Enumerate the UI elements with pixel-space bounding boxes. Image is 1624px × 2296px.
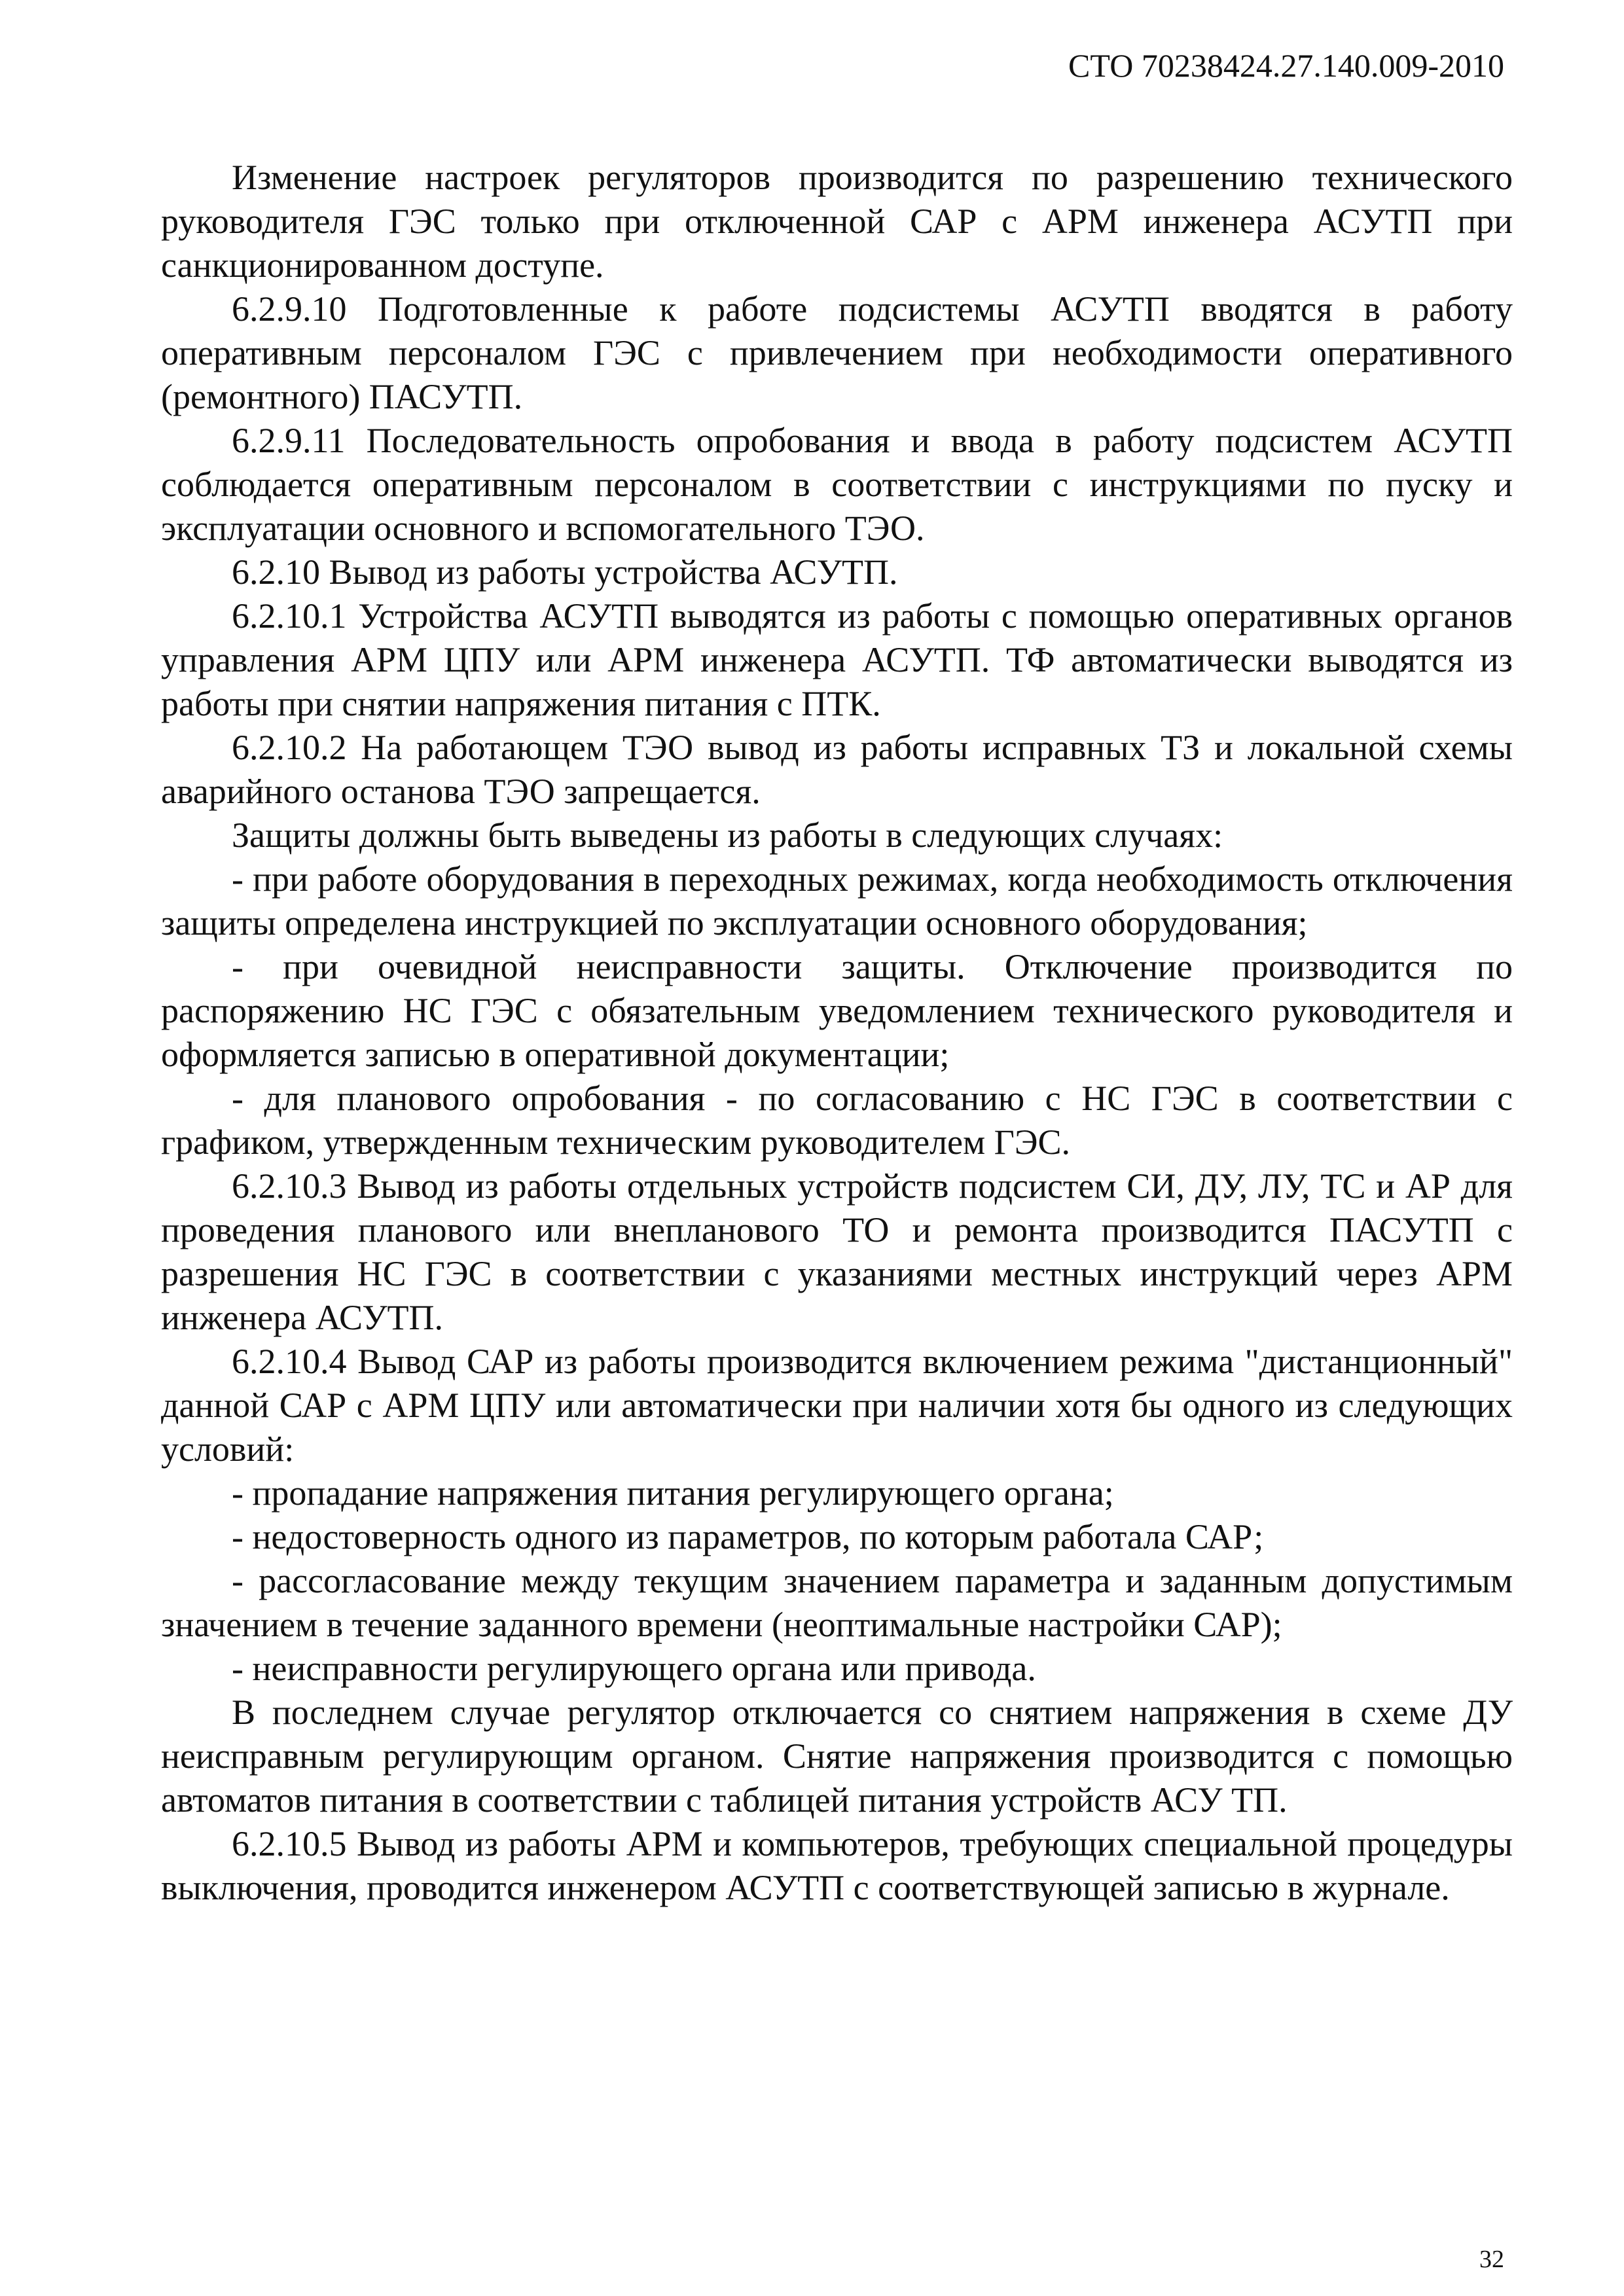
- paragraph: 6.2.9.11 Последовательность опробования и ввода в работу подсистем АСУТП соблюдается оперативным персоналом в соответствии с инструкциями по пуску и эксплуатации основного и вспомогательного ТЭО.: [161, 421, 1513, 548]
- list-item: - пропадание напряжения питания регулирующего органа;: [232, 1473, 1114, 1513]
- paragraph: 6.2.10.1 Устройства АСУТП выводятся из работы с помощью оперативных органов управления АРМ ЦПУ или АРМ инженера АСУТП. ТФ автоматически выводятся из работы при снятии напряжения питания с ПТК.: [161, 596, 1513, 723]
- list-item: - для планового опробования - по согласованию с НС ГЭС в соответствии с графиком, утвержденным техническим руководителем ГЭС.: [161, 1079, 1513, 1162]
- paragraph: В последнем случае регулятор отключается со снятием напряжения в схеме ДУ неисправным регулирующим органом. Снятие напряжения производится с помощью автоматов питания в соответствии с таблицей питания устройств АСУ ТП.: [161, 1693, 1513, 1820]
- document-code-header: СТО 70238424.27.140.009-2010: [1068, 47, 1504, 84]
- paragraph: Защиты должны быть выведены из работы в следующих случаях:: [232, 816, 1223, 855]
- list-item: - при работе оборудования в переходных режимах, когда необходимость отключения защиты определена инструкцией по эксплуатации основного оборудования;: [161, 859, 1513, 942]
- document-body: [161, 156, 1513, 1910]
- paragraph: Изменение настроек регуляторов производится по разрешению технического руководителя ГЭС только при отключенной САР с АРМ инженера АСУТП при санкционированном доступе.: [161, 158, 1513, 285]
- list-item: - рассогласование между текущим значением параметра и заданным допустимым значением в течение заданного времени (неоптимальные настройки САР);: [161, 1561, 1513, 1644]
- paragraph: 6.2.9.10 Подготовленные к работе подсистемы АСУТП вводятся в работу оперативным персоналом ГЭС с привлечением при необходимости оперативного (ремонтного) ПАСУТП.: [161, 289, 1513, 416]
- list-item: - при очевидной неисправности защиты. Отключение производится по распоряжению НС ГЭС с обязательным уведомлением технического руководителя и оформляется записью в оперативной документации;: [161, 947, 1513, 1074]
- page-number: 32: [1479, 2246, 1504, 2273]
- section-heading: 6.2.10 Вывод из работы устройства АСУТП.: [232, 552, 898, 592]
- paragraph: 6.2.10.5 Вывод из работы АРМ и компьютеров, требующих специальной процедуры выключения, проводится инженером АСУТП с соответствующей записью в журнале.: [161, 1824, 1513, 1907]
- list-item: - неисправности регулирующего органа или привода.: [232, 1649, 1036, 1688]
- paragraph: 6.2.10.2 На работающем ТЭО вывод из работы исправных ТЗ и локальной схемы аварийного останова ТЭО запрещается.: [161, 728, 1513, 811]
- paragraph: 6.2.10.3 Вывод из работы отдельных устройств подсистем СИ, ДУ, ЛУ, ТС и АР для проведения планового или внепланового ТО и ремонта производится ПАСУТП с разрешения НС ГЭС в соответствии с указаниями местных инструкций через АРМ инженера АСУТП.: [161, 1166, 1513, 1337]
- list-item: - недостоверность одного из параметров, по которым работала САР;: [232, 1517, 1264, 1556]
- paragraph: 6.2.10.4 Вывод САР из работы производится включением режима "дистанционный" данной САР с АРМ ЦПУ или автоматически при наличии хотя бы одного из следующих условий:: [161, 1342, 1513, 1469]
